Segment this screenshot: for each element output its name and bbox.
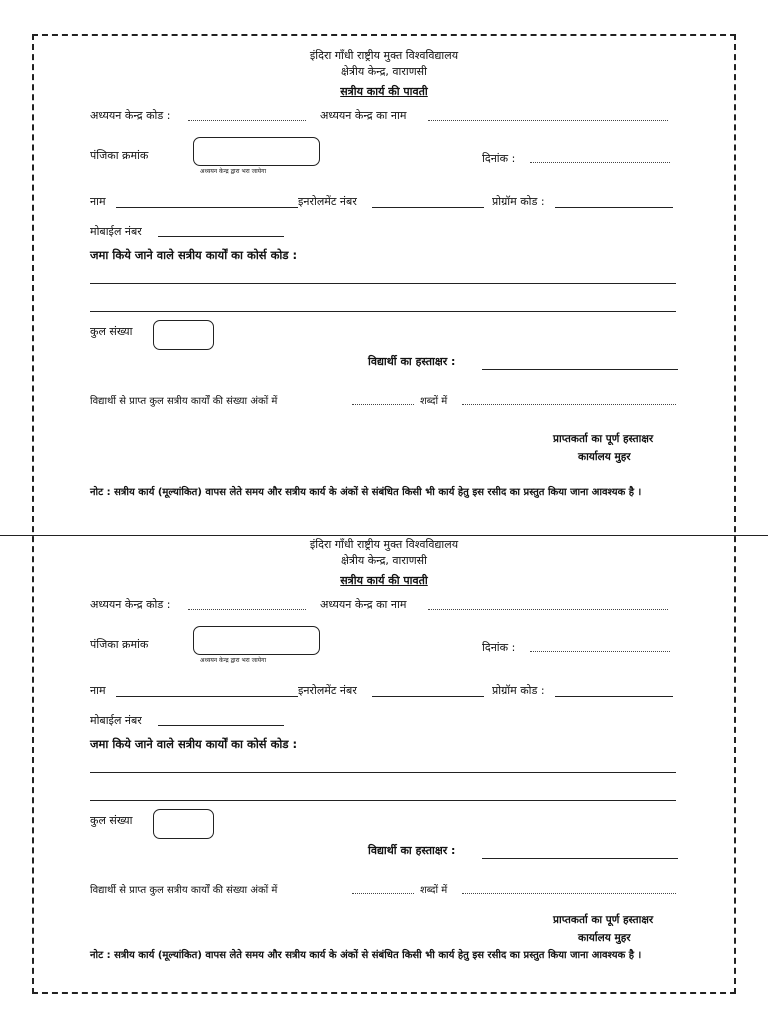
name-label: नाम <box>90 684 106 697</box>
mobile-number-field[interactable] <box>158 236 284 237</box>
receiver-signature-label: प्राप्तकर्ता का पूर्ण हस्ताक्षर <box>553 433 654 445</box>
course-code-line-1[interactable] <box>90 283 676 284</box>
study-centre-code-field[interactable] <box>188 120 306 121</box>
name-field[interactable] <box>116 207 298 208</box>
date-field[interactable] <box>530 651 670 652</box>
enrolment-number-label: इनरोलमेंट नंबर <box>298 684 357 697</box>
received-count-digits-field[interactable] <box>352 404 414 405</box>
register-number-label: पंजिका क्रमांक <box>90 149 149 162</box>
received-count-digits-field[interactable] <box>352 893 414 894</box>
student-signature-label: विद्यार्थी का हस्ताक्षर : <box>368 844 456 857</box>
student-signature-field[interactable] <box>482 369 678 370</box>
study-centre-name-field[interactable] <box>428 120 668 121</box>
student-signature-field[interactable] <box>482 858 678 859</box>
office-seal-label: कार्यालय मुहर <box>578 451 631 463</box>
course-code-line-2[interactable] <box>90 800 676 801</box>
name-label: नाम <box>90 195 106 208</box>
regional-centre: क्षेत्रीय केन्द्र, वाराणसी <box>341 554 427 567</box>
study-centre-name-label: अध्ययन केन्द्र का नाम <box>320 598 407 611</box>
programme-code-field[interactable] <box>555 696 673 697</box>
course-code-line-2[interactable] <box>90 311 676 312</box>
office-seal-label: कार्यालय मुहर <box>578 932 631 944</box>
in-words-label: शब्दों में <box>420 396 448 407</box>
total-count-label: कुल संख्या <box>90 814 133 827</box>
total-count-box[interactable] <box>153 809 214 839</box>
university-name: इंदिरा गाँधी राष्ट्रीय मुक्त विश्वविद्यालय <box>309 538 459 551</box>
student-signature-label: विद्यार्थी का हस्ताक्षर : <box>368 355 456 368</box>
study-centre-code-label: अध्ययन केन्द्र कोड : <box>90 109 171 122</box>
study-centre-name-label: अध्ययन केन्द्र का नाम <box>320 109 407 122</box>
university-name: इंदिरा गाँधी राष्ट्रीय मुक्त विश्वविद्यालय <box>309 49 459 62</box>
regional-centre: क्षेत्रीय केन्द्र, वाराणसी <box>341 65 427 78</box>
received-count-words-field[interactable] <box>462 404 676 405</box>
receiver-signature-label: प्राप्तकर्ता का पूर्ण हस्ताक्षर <box>553 914 654 926</box>
receipt-slip-2 <box>0 525 768 1015</box>
enrolment-number-field[interactable] <box>372 207 484 208</box>
study-centre-code-field[interactable] <box>188 609 306 610</box>
study-centre-name-field[interactable] <box>428 609 668 610</box>
course-code-heading: जमा किये जाने वाले सत्रीय कार्यों का कोर्स कोड : <box>90 737 298 751</box>
total-count-label: कुल संख्या <box>90 325 133 338</box>
programme-code-label: प्रोग्रॉम कोड : <box>492 684 545 697</box>
register-number-box[interactable] <box>193 626 320 655</box>
received-count-label: विद्यार्थी से प्राप्त कुल सत्रीय कार्यों की संख्या अंकों में <box>90 885 278 896</box>
note-text: नोट : सत्रीय कार्य (मूल्यांकित) वापस लेते समय और सत्रीय कार्य के अंकों से संबंधित किसी भी कार्य हेतु इस रसीद का प्रस्तुत किया जाना आवश्यक है । <box>90 487 642 498</box>
slip-title: सत्रीय कार्य की पावती <box>340 574 428 587</box>
name-field[interactable] <box>116 696 298 697</box>
course-code-line-1[interactable] <box>90 772 676 773</box>
register-number-hint: अध्ययन केन्द्र द्वारा भरा जायेगा <box>200 168 267 175</box>
enrolment-number-field[interactable] <box>372 696 484 697</box>
date-field[interactable] <box>530 162 670 163</box>
register-number-box[interactable] <box>193 137 320 166</box>
receipt-slip-1 <box>0 36 768 526</box>
note-text: नोट : सत्रीय कार्य (मूल्यांकित) वापस लेते समय और सत्रीय कार्य के अंकों से संबंधित किसी भी कार्य हेतु इस रसीद का प्रस्तुत किया जाना आवश्यक है । <box>90 950 642 961</box>
register-number-hint: अध्ययन केन्द्र द्वारा भरा जायेगा <box>200 657 267 664</box>
date-label: दिनांक : <box>482 152 516 165</box>
mobile-number-label: मोबाईल नंबर <box>90 714 142 727</box>
slip-title: सत्रीय कार्य की पावती <box>340 85 428 98</box>
in-words-label: शब्दों में <box>420 885 448 896</box>
course-code-heading: जमा किये जाने वाले सत्रीय कार्यों का कोर्स कोड : <box>90 248 298 262</box>
received-count-words-field[interactable] <box>462 893 676 894</box>
programme-code-label: प्रोग्रॉम कोड : <box>492 195 545 208</box>
received-count-label: विद्यार्थी से प्राप्त कुल सत्रीय कार्यों की संख्या अंकों में <box>90 396 278 407</box>
study-centre-code-label: अध्ययन केन्द्र कोड : <box>90 598 171 611</box>
date-label: दिनांक : <box>482 641 516 654</box>
mobile-number-label: मोबाईल नंबर <box>90 225 142 238</box>
programme-code-field[interactable] <box>555 207 673 208</box>
total-count-box[interactable] <box>153 320 214 350</box>
enrolment-number-label: इनरोलमेंट नंबर <box>298 195 357 208</box>
register-number-label: पंजिका क्रमांक <box>90 638 149 651</box>
mobile-number-field[interactable] <box>158 725 284 726</box>
